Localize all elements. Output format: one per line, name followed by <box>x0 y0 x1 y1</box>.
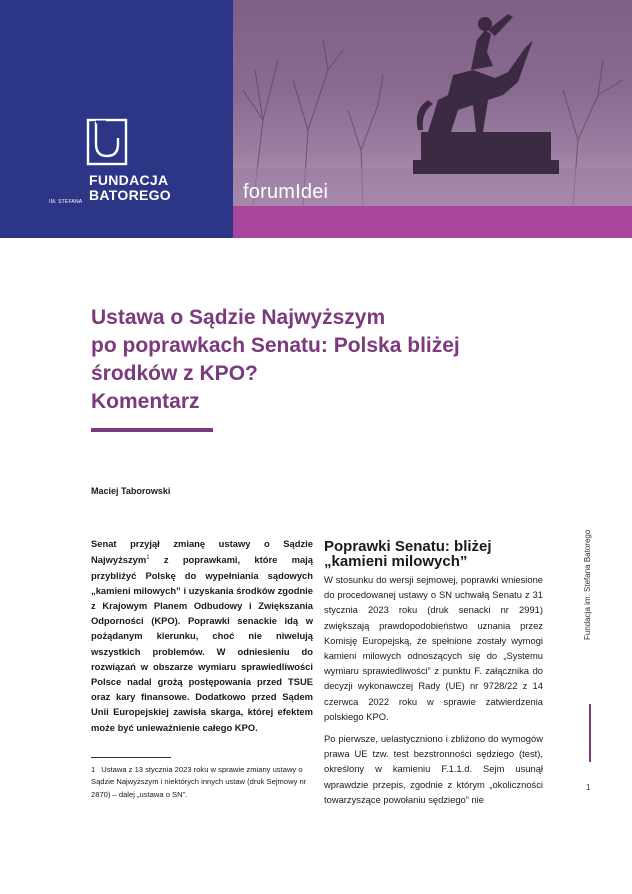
logo-line-1: FUNDACJA <box>89 172 169 188</box>
section-paragraph-1: W stosunku do wersji sejmowej, poprawki wniesione do procedowanej ustawy o SN uchwałą Senatu z 31 stycznia 2023 roku (druk senacki nr 2991) zwiększają prawdopodobieństwo uznania przez Komisję Europejską, że spełnione zostały wymogi kamieni milowych odnoszących się do „Systemu wymiaru sprawiedliwości” z punktu F. załącznika do decyzji wykonawczej Rady (UE) nr 9728/22 z 14 czerwca 2022 roku w sprawie zatwierdzenia polskiego KPO. <box>324 574 543 722</box>
author-name: Maciej Taborowski <box>91 486 171 496</box>
cover-photo <box>233 0 632 206</box>
statue-photo-icon <box>233 0 632 206</box>
section-paragraph-2: Po pierwsze, uelastyczniono i zbliżono do wymogów prawa UE tzw. test bezstronności sędziego (test), określony w kamieniu F.1.1.d. Sejm usunął wprawdzie przepis, zgodnie z którym „okoliczności towarzyszące powołaniu sędziego” nie <box>324 733 543 805</box>
logo-small-text: IM. STEFANA <box>49 199 83 205</box>
footnote-number: 1 <box>91 765 96 774</box>
footnote-ref[interactable]: 1 <box>146 555 150 562</box>
title-line-1: Ustawa o Sądzie Najwyższym <box>91 306 386 329</box>
document-title <box>91 304 551 416</box>
cover-header <box>0 0 632 238</box>
footnote <box>91 764 316 801</box>
page-number: 1 <box>586 783 591 792</box>
sidebar-foundation-name: Fundacja im. Stefana Batorego <box>583 529 592 640</box>
lead-paragraph <box>91 536 313 735</box>
lead-text-rest: z poprawkami, które mają przybliżyć Polskę do wypełniania sądowych „kamieni milowych” i uzyskania środków zgodnie z Krajowym Planem Odbudowy i Zwiększania Odporności (KPO). Poprawki senackie idą w pożądanym kierunku, choć nie niwelują wszystkich problemów. W odniesieniu do rozwiązań w obszarze wymiaru sprawiedliwości Polsce nadal grożą postępowania przed TSUE oraz kary finansowe. Dodatkowo przed Sądem Unii Europejskiej zawisła skarga, której efektem może być unieważnienie całego KPO. <box>91 554 313 733</box>
section-heading-line-1: Poprawki Senatu: bliżej <box>324 538 492 555</box>
series-name: forumIdei <box>243 181 329 203</box>
section-heading-line-2: „kamieni milowych” <box>324 553 468 570</box>
footnote-divider <box>91 757 171 758</box>
title-underline <box>91 428 213 432</box>
sidebar-accent-rule <box>589 704 591 762</box>
footnote-text: Ustawa z 13 stycznia 2023 roku w sprawie zmiany ustawy o Sądzie Najwyższym i niektórych innych ustaw (druk Sejmowy nr 2870) – dalej „ustawa o SN”. <box>91 765 307 799</box>
logo-wordmark <box>89 173 171 203</box>
title-line-2: po poprawkach Senatu: Polska bliżej <box>91 334 460 357</box>
logo-line-2: BATOREGO <box>89 187 171 203</box>
foundation-logo-icon <box>86 118 128 166</box>
title-line-3: środków z KPO? <box>91 362 258 385</box>
section-body <box>324 572 543 807</box>
lead-text-start: Senat przyjął zmianę ustawy o Sądzie Najwyższym <box>91 538 313 566</box>
title-line-4: Komentarz <box>91 390 200 413</box>
series-bar <box>233 206 632 238</box>
section-heading <box>324 539 554 569</box>
